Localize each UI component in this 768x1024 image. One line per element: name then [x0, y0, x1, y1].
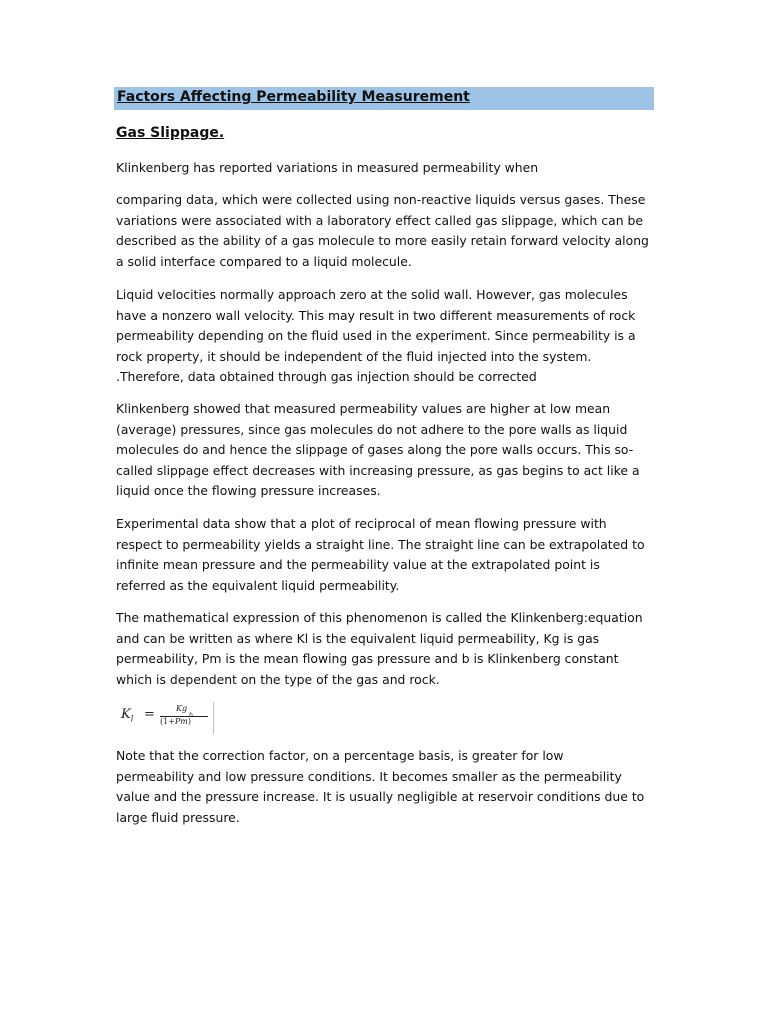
equation-den-close: ) — [187, 717, 192, 726]
paragraph-line: Liquid velocities normally approach zero at the solid wall. However, gas molecules — [116, 287, 628, 302]
paragraph-line: and can be written as where Kl is the equivalent liquid permeability, Kg is gas — [116, 630, 600, 646]
paragraph-line: respect to permeability yields a straight line. The straight line can be extrapolated to — [116, 536, 645, 552]
paragraph-line — [116, 158, 656, 179]
paragraph-wall-velocity — [116, 285, 656, 388]
paragraph-line: (average) pressures, since gas molecules do not adhere to the pore walls as liquid — [116, 421, 628, 437]
paragraph-line: described as the ability of a gas molecule to more easily retain forward velocity along — [116, 233, 649, 249]
paragraph-line: .Therefore, data obtained through gas injection should be corrected — [116, 369, 537, 385]
equation-equals: = — [144, 707, 155, 722]
equation-den-open: (1+ — [160, 717, 175, 726]
paragraph-line: large fluid pressure. — [116, 809, 240, 825]
paragraph-line: variations were associated with a laboratory effect called gas slippage, which can be — [116, 212, 643, 228]
paragraph-comparison — [116, 190, 656, 272]
paragraph-intro — [116, 158, 656, 179]
paragraph-line: permeability and low pressure conditions. It becomes smaller as the permeability — [116, 768, 622, 784]
equation-lhs-symbol: K — [121, 707, 131, 722]
paragraph-line: comparing data, which were collected using non-reactive liquids versus gases. These — [116, 192, 646, 207]
paragraph-line: liquid once the flowing pressure increases. — [116, 483, 381, 499]
paragraph-line: called slippage effect decreases with increasing pressure, as gas begins to act like a — [116, 462, 640, 478]
paragraph-line: permeability depending on the fluid used in the experiment. Since permeability is a — [116, 328, 636, 344]
paragraph-line: Note that the correction factor, on a percentage basis, is greater for low — [116, 748, 564, 763]
paragraph-line: rock property, it should be independent of the fluid injected into the system. — [116, 348, 592, 364]
paragraph-line: referred as the equivalent liquid permeability. — [116, 577, 400, 593]
paragraph-line: Klinkenberg showed that measured permeability values are higher at low mean — [116, 401, 611, 416]
paragraph-line: value and the pressure increase. It is usually negligible at reservoir conditions due to — [116, 789, 645, 805]
equation-lhs-subscript: l — [130, 714, 134, 724]
paragraph-correction-factor — [116, 746, 656, 828]
paragraph-line: permeability, Pm is the mean flowing gas pressure and b is Klinkenberg constant — [116, 651, 619, 667]
paragraph-line: a solid interface compared to a liquid molecule. — [116, 253, 412, 269]
document-heading: Factors Affecting Permeability Measurement — [117, 89, 470, 105]
paragraph-line: Experimental data show that a plot of reciprocal of mean flowing pressure with — [116, 516, 607, 531]
paragraph-line: which is dependent on the type of the gas and rock. — [116, 671, 440, 687]
paragraph-line: have a nonzero wall velocity. This may result in two different measurements of rock — [116, 307, 636, 323]
paragraph-line: infinite mean pressure and the permeability value at the extrapolated point is — [116, 557, 600, 573]
equation-den-b: b — [189, 712, 193, 719]
equation-den-pm: Pm — [174, 717, 188, 726]
equation-numerator: Kg — [176, 704, 188, 713]
paragraph-klinkenberg-equation — [116, 608, 656, 690]
paragraph-text: Klinkenberg has reported variations in measured permeability when — [116, 160, 539, 175]
equation-lhs — [121, 707, 133, 724]
paragraph-experimental-data — [116, 514, 656, 596]
equation-fraction — [160, 704, 210, 732]
paragraph-mean-pressure — [116, 399, 656, 502]
equation-denominator — [160, 717, 191, 726]
klinkenberg-equation — [116, 702, 214, 734]
section-subheading: Gas Slippage. — [116, 125, 225, 141]
paragraph-line: The mathematical expression of this phenomenon is called the Klinkenberg:equation — [116, 610, 643, 625]
paragraph-line: molecules do and hence the slippage of gases along the pore walls occurs. This so- — [116, 442, 634, 458]
